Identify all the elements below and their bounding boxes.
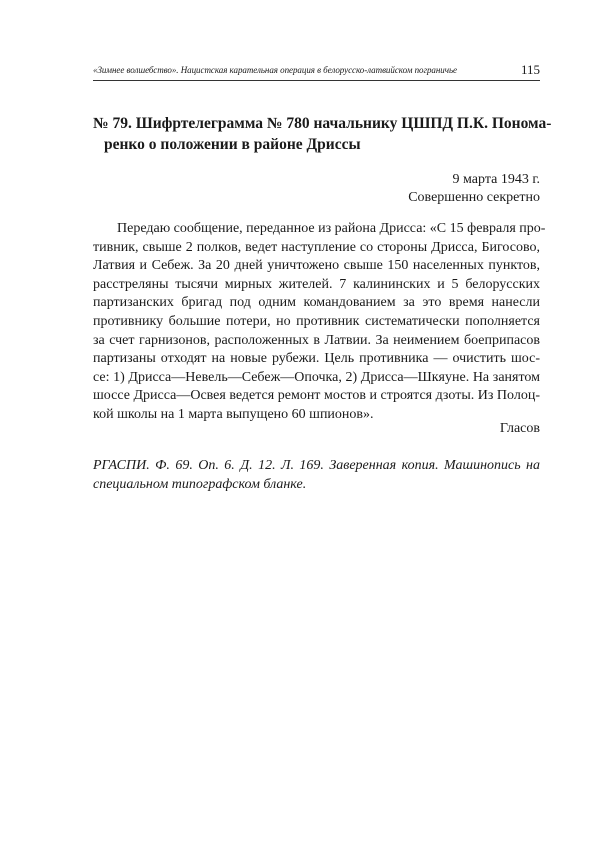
classification-mark: Совершенно секретно <box>408 190 540 205</box>
body-line: шоссе Дрисса—Освея ведется ремонт мостов и строятся дзоты. Из Полоц- <box>93 388 540 404</box>
archive-reference <box>93 456 540 494</box>
body-line: се: 1) Дрисса—Невель—Себеж—Опочка, 2) Дрисса—Шкяуне. На занятом <box>93 369 540 385</box>
body-line: за счет гарнизонов, расположенных в Латвии. За неимением боеприпасов <box>93 332 540 348</box>
body-line: Латвия и Себеж. За 20 дней уничтожено свыше 150 населенных пунктов, <box>93 258 540 274</box>
body-line: партизанских бригад под одним командованием за это время нанесли <box>93 295 540 311</box>
document-title-line-2: ренко о положении в районе Дриссы <box>104 136 361 153</box>
header-divider <box>93 80 540 81</box>
running-title: «Зимнее волшебство». Нацистская карательная операция в белорусско-латвийском пограничье <box>93 65 457 75</box>
running-header <box>93 63 540 79</box>
document-title-line-1: № 79. Шифртелеграмма № 780 начальнику ЦШПД П.К. Понома- <box>93 115 552 132</box>
body-line: кой школы на 1 марта выпущено 60 шпионов». <box>93 406 374 422</box>
body-line: противнику большие потери, но противник систематически пополняется <box>93 313 540 329</box>
archive-reference-line: РГАСПИ. Ф. 69. Оп. 6. Д. 12. Л. 169. Заверенная копия. Машинопись на <box>93 458 540 473</box>
signature: Гласов <box>499 421 540 436</box>
document-date: 9 марта 1943 г. <box>452 172 540 187</box>
body-line: Передаю сообщение, переданное из района Дрисса: «С 15 февраля про- <box>117 221 546 236</box>
document-title <box>93 113 552 155</box>
page-number: 115 <box>520 62 540 77</box>
telegram-body <box>93 220 546 425</box>
body-line: расстреляны тысячи мирных жителей. 7 калининских и 5 белорусских <box>93 276 540 292</box>
body-line: тивник, свыше 2 полков, ведет наступление со стороны Дрисса, Бигосово, <box>93 239 540 255</box>
body-line: партизаны отходят на новые рубежи. Цель противника — очистить шос- <box>93 351 540 367</box>
archive-reference-line: специальном типографском бланке. <box>93 477 307 492</box>
